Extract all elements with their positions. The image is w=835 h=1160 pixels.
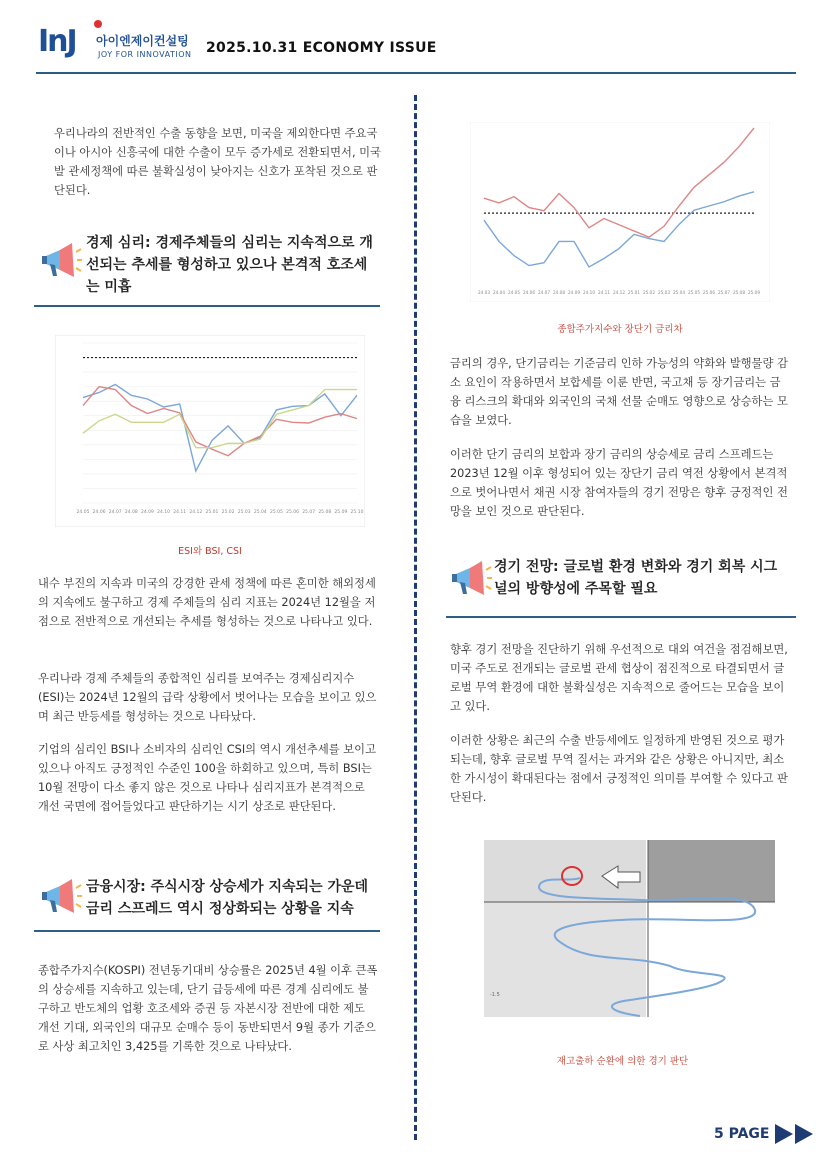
header-rule: [36, 72, 796, 74]
chart-frame: [470, 122, 770, 302]
series-line-1: [484, 128, 754, 237]
x-tick-label: 24.10: [583, 290, 595, 295]
x-tick-label: 25.10: [350, 510, 364, 515]
play-arrow-icon: [773, 1122, 817, 1146]
section-rule: [34, 305, 380, 307]
x-tick-label: 25.05: [269, 510, 283, 515]
x-tick-label: 24.12: [189, 510, 203, 515]
quadrant-peak: [648, 840, 775, 902]
left-paragraph-1: 우리나라의 전반적인 수출 동향을 보면, 미국을 제외한다면 주요국이나 아시아 신흥국에 대한 수출이 모두 증가세로 전환되면서, 미국발 관세정책에 따른 불확실성이 낮아지는 신호가 포착된 것으로 판단된다.: [54, 127, 381, 197]
chart-caption: 종합주가지수와 장단기 금리차: [557, 324, 683, 335]
section-heading-financial-market: [86, 876, 386, 920]
x-tick-label: 25.04: [253, 510, 267, 515]
x-tick-label: 25.05: [688, 290, 700, 295]
section-heading-economic-outlook: [494, 556, 794, 600]
chart-frame: [55, 335, 365, 527]
x-tick-label: 25.07: [302, 510, 316, 515]
heading-line: 선되는 추세를 형성하고 있으나 본격적 호조세: [86, 257, 368, 273]
x-tick-label: 24.09: [568, 290, 580, 295]
logo-dot-icon: [94, 20, 102, 28]
x-tick-label: 24.10: [157, 510, 171, 515]
axis-tick: -1.5: [490, 992, 500, 998]
right-paragraph-3: 향후 경기 전망을 진단하기 위해 우선적으로 대외 여건을 점검해보면, 미국 주도로 전개되는 글로벌 관세 협상이 점진적으로 타결되면서 글로벌 무역 환경에 대한 불확실성은 지속적으로 줄어드는 모습을 보이고 있다.: [450, 643, 788, 713]
megaphone-icon: [448, 556, 492, 600]
x-tick-label: 25.04: [673, 290, 685, 295]
x-tick-label: 24.11: [598, 290, 610, 295]
x-tick-label: 24.05: [508, 290, 520, 295]
x-tick-label: 25.03: [658, 290, 670, 295]
x-tick-label: 24.08: [124, 510, 138, 515]
left-paragraph-3: 우리나라 경제 주체들의 종합적인 심리를 보여주는 경제심리지수(ESI)는 2024년 12월의 급락 상황에서 벗어나는 모습을 보이고 있으며 최근 반등세를 형성하는 것으로 나타났다.: [38, 672, 377, 723]
issue-title: 2025.10.31 ECONOMY ISSUE: [206, 40, 437, 56]
logo-mark: InJ: [38, 24, 76, 59]
heading-line: 금융시장: 주식시장 상승세가 지속되는 가운데: [86, 879, 369, 895]
x-tick-label: 24.05: [76, 510, 90, 515]
right-paragraph-1: 금리의 경우, 단기금리는 기준금리 인하 가능성의 약화와 발행물량 감소 요인이 작용하면서 보합세를 이룬 반면, 국고채 등 장기금리는 금융 리스크의 확대와 외국인의 국채 선물 순매도 영향으로 상승하는 모습을 보였다.: [450, 357, 788, 427]
company-logo: [38, 20, 198, 66]
x-tick-label: 24.07: [538, 290, 550, 295]
inventory-cycle-chart: [470, 836, 775, 1031]
quadrant-expansion: [484, 840, 646, 902]
heading-line: 널의 방향성에 주목할 필요: [494, 581, 658, 597]
x-tick-label: 24.11: [173, 510, 187, 515]
x-tick-label: 25.03: [237, 510, 251, 515]
left-paragraph-5: 종합주가지수(KOSPI) 전년동기대비 상승률은 2025년 4월 이후 큰폭의 상승세를 지속하고 있는데, 단기 급등세에 따른 경계 심리에도 불구하고 반도체의 업황 호조세와 증권 등 자본시장 전반에 대한 제도 개선 기대, 외국인의 대규모 순매수 등이 동반되면서 9월 종가 기준으로 사상 최고치인 3,425를 기록한 것으로 나타났다.: [38, 964, 378, 1053]
x-tick-label: 24.06: [523, 290, 535, 295]
megaphone-icon: [38, 238, 82, 282]
logo-korean-name: 아이엔제이컨설팅: [96, 34, 189, 48]
x-tick-label: 25.09: [334, 510, 348, 515]
chart-caption: ESI와 BSI, CSI: [178, 546, 242, 557]
x-tick-label: 25.06: [703, 290, 715, 295]
left-paragraph-2: 내수 부진의 지속과 미국의 강경한 관세 정책에 따른 혼미한 해외정세의 지속에도 불구하고 경제 주체들의 심리 지표는 2024년 12월을 저점으로 전반적으로 개선되는 추세를 형성하는 것으로 나타나고 있다.: [38, 577, 376, 628]
x-tick-label: 25.06: [286, 510, 299, 515]
x-tick-label: 25.08: [733, 290, 745, 295]
x-tick-label: 24.09: [141, 510, 154, 515]
x-tick-label: 25.08: [318, 510, 332, 515]
page-number: 5 PAGE: [714, 1126, 770, 1142]
megaphone-icon: [38, 874, 82, 918]
x-tick-label: 24.07: [108, 510, 122, 515]
x-tick-label: 25.07: [718, 290, 730, 295]
esi-bsi-csi-chart: [55, 335, 365, 527]
x-tick-label: 24.03: [478, 290, 490, 295]
right-paragraph-2: 이러한 단기 금리의 보합과 장기 금리의 상승세로 금리 스프레드는 2023년 12월 이후 형성되어 있는 장단기 금리 역전 상황에서 본격적으로 벗어나면서 채권 시장 참여자들의 경기 전망은 향후 긍정적인 전망을 보인 것으로 판단된다.: [450, 448, 788, 518]
heading-line: 는 미흡: [86, 279, 132, 295]
x-tick-label: 24.04: [493, 290, 505, 295]
column-divider: [414, 95, 417, 1140]
right-paragraph-4: 이러한 상황은 최근의 수출 반등세에도 일정하게 반영된 것으로 평가되는데, 향후 글로벌 무역 질서는 과거와 같은 상황은 아니지만, 최소한 가시성이 확대된다는 점에서 긍정적인 의미를 부여할 수 있다고 판단된다.: [450, 734, 788, 804]
section-rule: [34, 930, 380, 932]
heading-line: 금리 스프레드 역시 정상화되는 상황을 지속: [86, 901, 354, 917]
logo-tagline: JOY FOR INNOVATION: [98, 50, 192, 59]
x-tick-label: 24.08: [553, 290, 565, 295]
section-heading-economic-sentiment: [86, 232, 386, 298]
x-tick-label: 25.01: [205, 510, 219, 515]
chart-caption: 재고출하 순환에 의한 경기 판단: [556, 1056, 689, 1067]
x-tick-label: 24.12: [613, 290, 625, 295]
x-tick-label: 25.02: [221, 510, 235, 515]
left-paragraph-4: 기업의 심리인 BSI나 소비자의 심리인 CSI의 역시 개선추세를 보이고 있으나 아직도 긍정적인 수준인 100을 하회하고 있으며, 특히 BSI는 10월 전망이 다소 좋지 않은 것으로 나타나 심리지표가 본격적으로 개선 국면에 접어들었다고 판단하기는 시기 상조로 판단된다.: [38, 743, 376, 813]
x-tick-label: 25.02: [643, 290, 655, 295]
series-line-0: [484, 192, 754, 267]
heading-line: 경제 심리: 경제주체들의 심리는 지속적으로 개: [86, 235, 373, 251]
heading-line: 경기 전망: 글로벌 환경 변화와 경기 회복 시그: [494, 559, 778, 575]
section-rule: [446, 616, 796, 618]
kospi-spread-chart: [470, 122, 770, 302]
x-tick-label: 25.09: [748, 290, 760, 295]
x-tick-label: 25.01: [628, 290, 640, 295]
x-tick-label: 24.06: [92, 510, 106, 515]
